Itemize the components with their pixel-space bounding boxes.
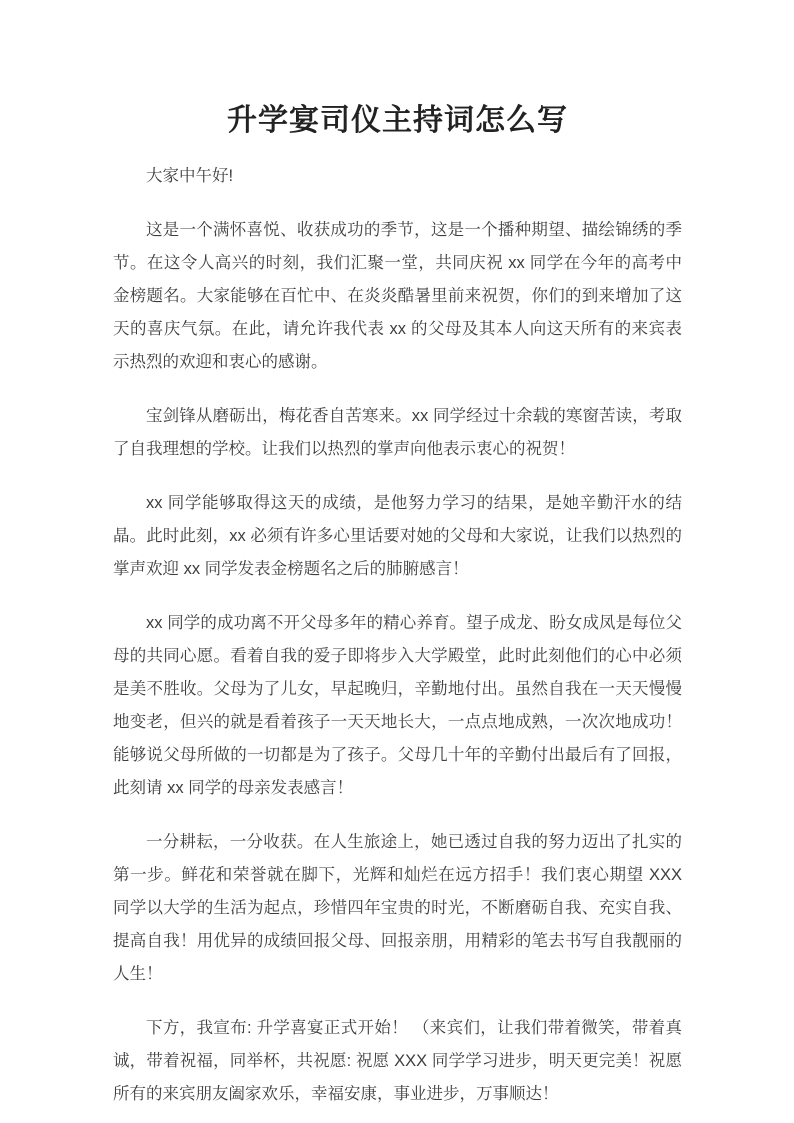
paragraph-parents: xx 同学的成功离不开父母多年的精心养育。望子成龙、盼女成凤是每位父母的共同心愿。看着自我的爱子即将步入大学殿堂，此时此刻他们的心中必须是美不胜收。父母为了儿女，早起晚归，辛勤地付出。虽然自我在一天天慢慢地变老，但兴的就是看着孩子一天天地长大，一点点地成熟，一次次地成功！能够说父母所做的一切都是为了孩子。父母几十年的辛勤付出最后有了回报，此刻请 xx 同学的母亲发表感言！ [113,614,682,797]
paragraph-student-speech: xx 同学能够取得这天的成绩，是他努力学习的结果，是她辛勤汗水的结晶。此时此刻，xx 必须有许多心里话要对她的父母和大家说，让我们以热烈的掌声欢迎 xx 同学发表金榜题名之后的肺腑感言！ [113,494,682,578]
document-title: 升学宴司仪主持词怎么写 [227,104,568,137]
paragraph-banquet-start: 下方，我宣布: 升学喜宴正式开始！ （来宾们，让我们带着微笑，带着真诚，带着祝福，同举杯，共祝愿: 祝愿 XXX 同学学习进步，明天更完美！祝愿所有的来宾朋友阖家欢乐，幸福安康，事业进步，万事顺达！ [113,1019,682,1103]
paragraph-opening: 这是一个满怀喜悦、收获成功的季节，这是一个播种期望、描绘锦绣的季节。在这令人高兴的时刻，我们汇聚一堂，共同庆祝 xx 同学在今年的高考中金榜题名。大家能够在百忙中、在炎炎酷暑里前来祝贺，你们的到来增加了这天的喜庆气氛。在此，请允许我代表 xx 的父母及其本人向这天所有的来宾表示热烈的欢迎和衷心的感谢。 [113,221,682,371]
document-body [113,160,682,1111]
paragraph-greeting: 大家中午好! [146,167,234,185]
paragraph-wishes: 一分耕耘，一分收获。在人生旅途上，她已透过自我的努力迈出了扎实的第一步。鲜花和荣誉就在脚下，光辉和灿烂在远方招手！我们衷心期望 XXX 同学以大学的生活为起点，珍惜四年宝贵的时光，不断磨砺自我、充实自我、提高自我！用优异的成绩回报父母、回报亲朋，用精彩的笔去书写自我靓丽的人生！ [113,833,682,983]
paragraph-congrats: 宝剑锋从磨砺出，梅花香自苦寒来。xx 同学经过十余载的寒窗苦读，考取了自我理想的学校。让我们以热烈的掌声向他表示衷心的祝贺！ [113,407,682,458]
